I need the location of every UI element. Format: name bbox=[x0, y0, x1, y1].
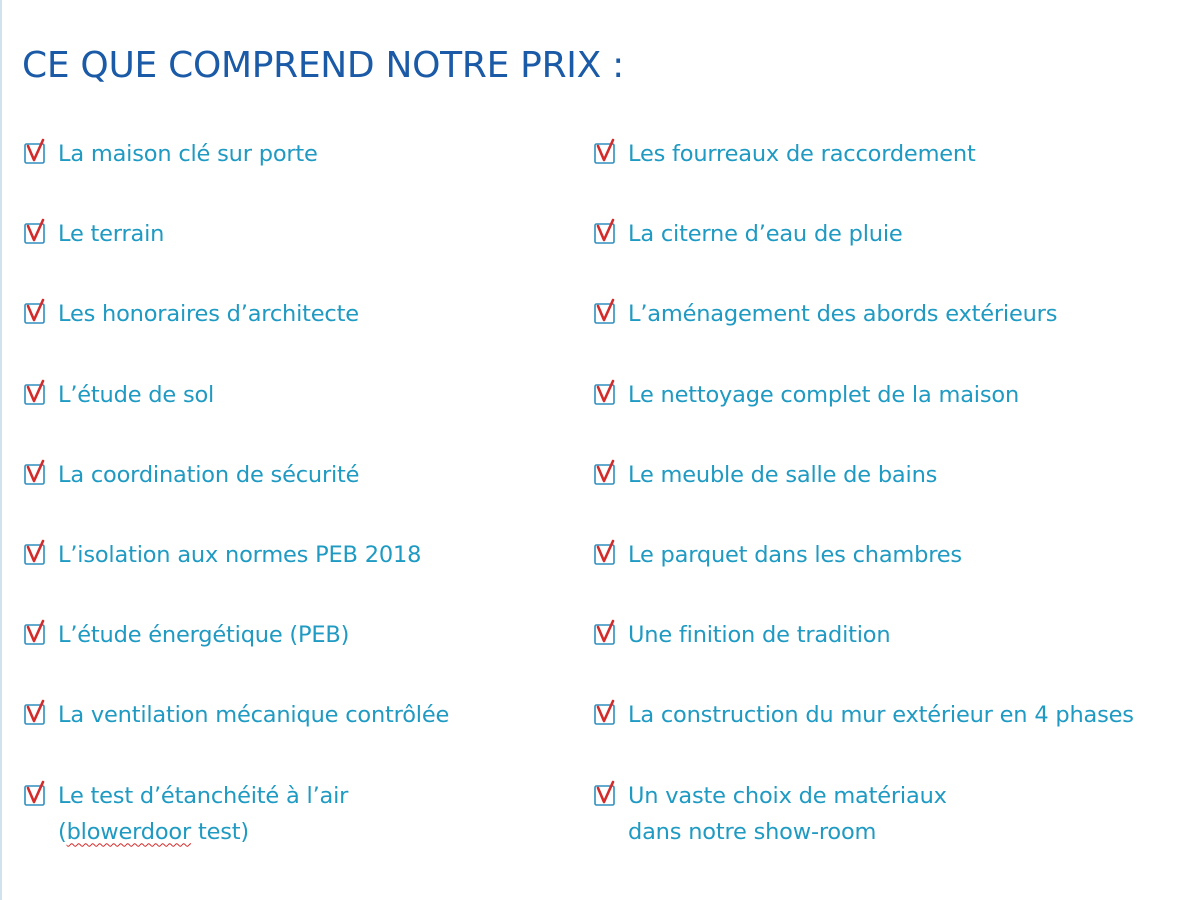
list-item-label: Les honoraires d’architecte bbox=[58, 301, 359, 328]
list-item bbox=[592, 778, 947, 850]
list-item-label: L’isolation aux normes PEB 2018 bbox=[58, 542, 422, 568]
list-item-label: Un vaste choix de matériaux bbox=[628, 782, 947, 809]
list-item bbox=[592, 216, 903, 252]
list-item-text bbox=[628, 457, 937, 493]
list-item bbox=[592, 617, 890, 653]
line2-prefix: ( bbox=[58, 818, 67, 845]
checkbox-v-icon bbox=[22, 218, 50, 246]
list-item-label: Le nettoyage complet de la maison bbox=[628, 381, 1020, 408]
list-item-label-line2: dans notre show-room bbox=[628, 818, 877, 845]
list-item-text bbox=[58, 216, 164, 252]
list-item bbox=[22, 617, 349, 653]
list-item-text bbox=[628, 377, 1019, 413]
list-item-text bbox=[628, 778, 947, 850]
checkbox-v-icon bbox=[592, 298, 620, 326]
left-border bbox=[0, 0, 2, 900]
list-item-label: L’étude de sol bbox=[58, 381, 215, 408]
list-item-label: Le meuble de salle de bains bbox=[628, 461, 938, 488]
list-item-label: Le terrain bbox=[58, 221, 165, 248]
list-item-text bbox=[628, 537, 962, 573]
list-item-label: L’étude énergétique (PEB) bbox=[58, 622, 350, 649]
list-item-text bbox=[628, 216, 903, 252]
checkbox-v-icon bbox=[592, 780, 620, 808]
list-item-text bbox=[628, 617, 890, 653]
checkbox-v-icon bbox=[592, 619, 620, 647]
list-item-text bbox=[58, 136, 318, 172]
list-item-text bbox=[58, 617, 349, 653]
list-item-text bbox=[58, 697, 449, 733]
list-item-text bbox=[628, 136, 976, 172]
list-item bbox=[22, 537, 421, 573]
list-item-label: Une finition de tradition bbox=[628, 622, 891, 649]
list-item bbox=[22, 296, 359, 332]
checkbox-v-icon bbox=[22, 138, 50, 166]
list-item-label: La ventilation mécanique contrôlée bbox=[58, 702, 450, 729]
list-item-text bbox=[628, 697, 1134, 733]
list-item bbox=[22, 377, 214, 413]
spellcheck-word: blowerdoor bbox=[66, 818, 192, 845]
line2-suffix: test) bbox=[191, 818, 249, 845]
list-item-label: Les fourreaux de raccordement bbox=[628, 141, 976, 167]
checkbox-v-icon bbox=[592, 138, 620, 166]
checkbox-v-icon bbox=[22, 699, 50, 727]
list-item-label: L’aménagement des abords extérieurs bbox=[628, 301, 1058, 328]
checkbox-v-icon bbox=[22, 379, 50, 407]
list-item-text bbox=[58, 457, 359, 493]
list-item bbox=[592, 296, 1057, 332]
list-item-label: Le parquet dans les chambres bbox=[628, 542, 962, 568]
checkbox-v-icon bbox=[22, 459, 50, 487]
list-item-label: La construction du mur extérieur en 4 phases bbox=[628, 702, 1134, 729]
checkbox-v-icon bbox=[22, 780, 50, 808]
list-item bbox=[22, 216, 164, 252]
checkbox-v-icon bbox=[22, 539, 50, 567]
list-item bbox=[22, 697, 449, 733]
list-item bbox=[592, 457, 937, 493]
list-item bbox=[592, 537, 962, 573]
checkbox-v-icon bbox=[22, 619, 50, 647]
list-item-text bbox=[58, 377, 214, 413]
list-item bbox=[22, 136, 318, 172]
checkbox-v-icon bbox=[592, 459, 620, 487]
checkbox-v-icon bbox=[592, 539, 620, 567]
list-item-text bbox=[58, 778, 348, 850]
checkbox-v-icon bbox=[592, 699, 620, 727]
checkbox-v-icon bbox=[592, 379, 620, 407]
list-item-label: Le test d’étanchéité à l’air bbox=[58, 782, 349, 809]
list-item bbox=[592, 377, 1019, 413]
list-item-label: La citerne d’eau de pluie bbox=[628, 221, 903, 248]
checkbox-v-icon bbox=[592, 218, 620, 246]
list-item-label: La maison clé sur porte bbox=[58, 141, 318, 167]
list-item-label-line2 bbox=[58, 814, 348, 850]
list-item-text bbox=[58, 537, 421, 573]
list-item-text bbox=[628, 296, 1057, 332]
list-item-text bbox=[58, 296, 359, 332]
page-title: CE QUE COMPREND NOTRE PRIX : bbox=[22, 45, 624, 86]
list-item bbox=[592, 136, 976, 172]
list-item-label: La coordination de sécurité bbox=[58, 461, 360, 488]
checkbox-v-icon bbox=[22, 298, 50, 326]
list-item bbox=[592, 697, 1134, 733]
list-item bbox=[22, 457, 359, 493]
list-item bbox=[22, 778, 348, 850]
